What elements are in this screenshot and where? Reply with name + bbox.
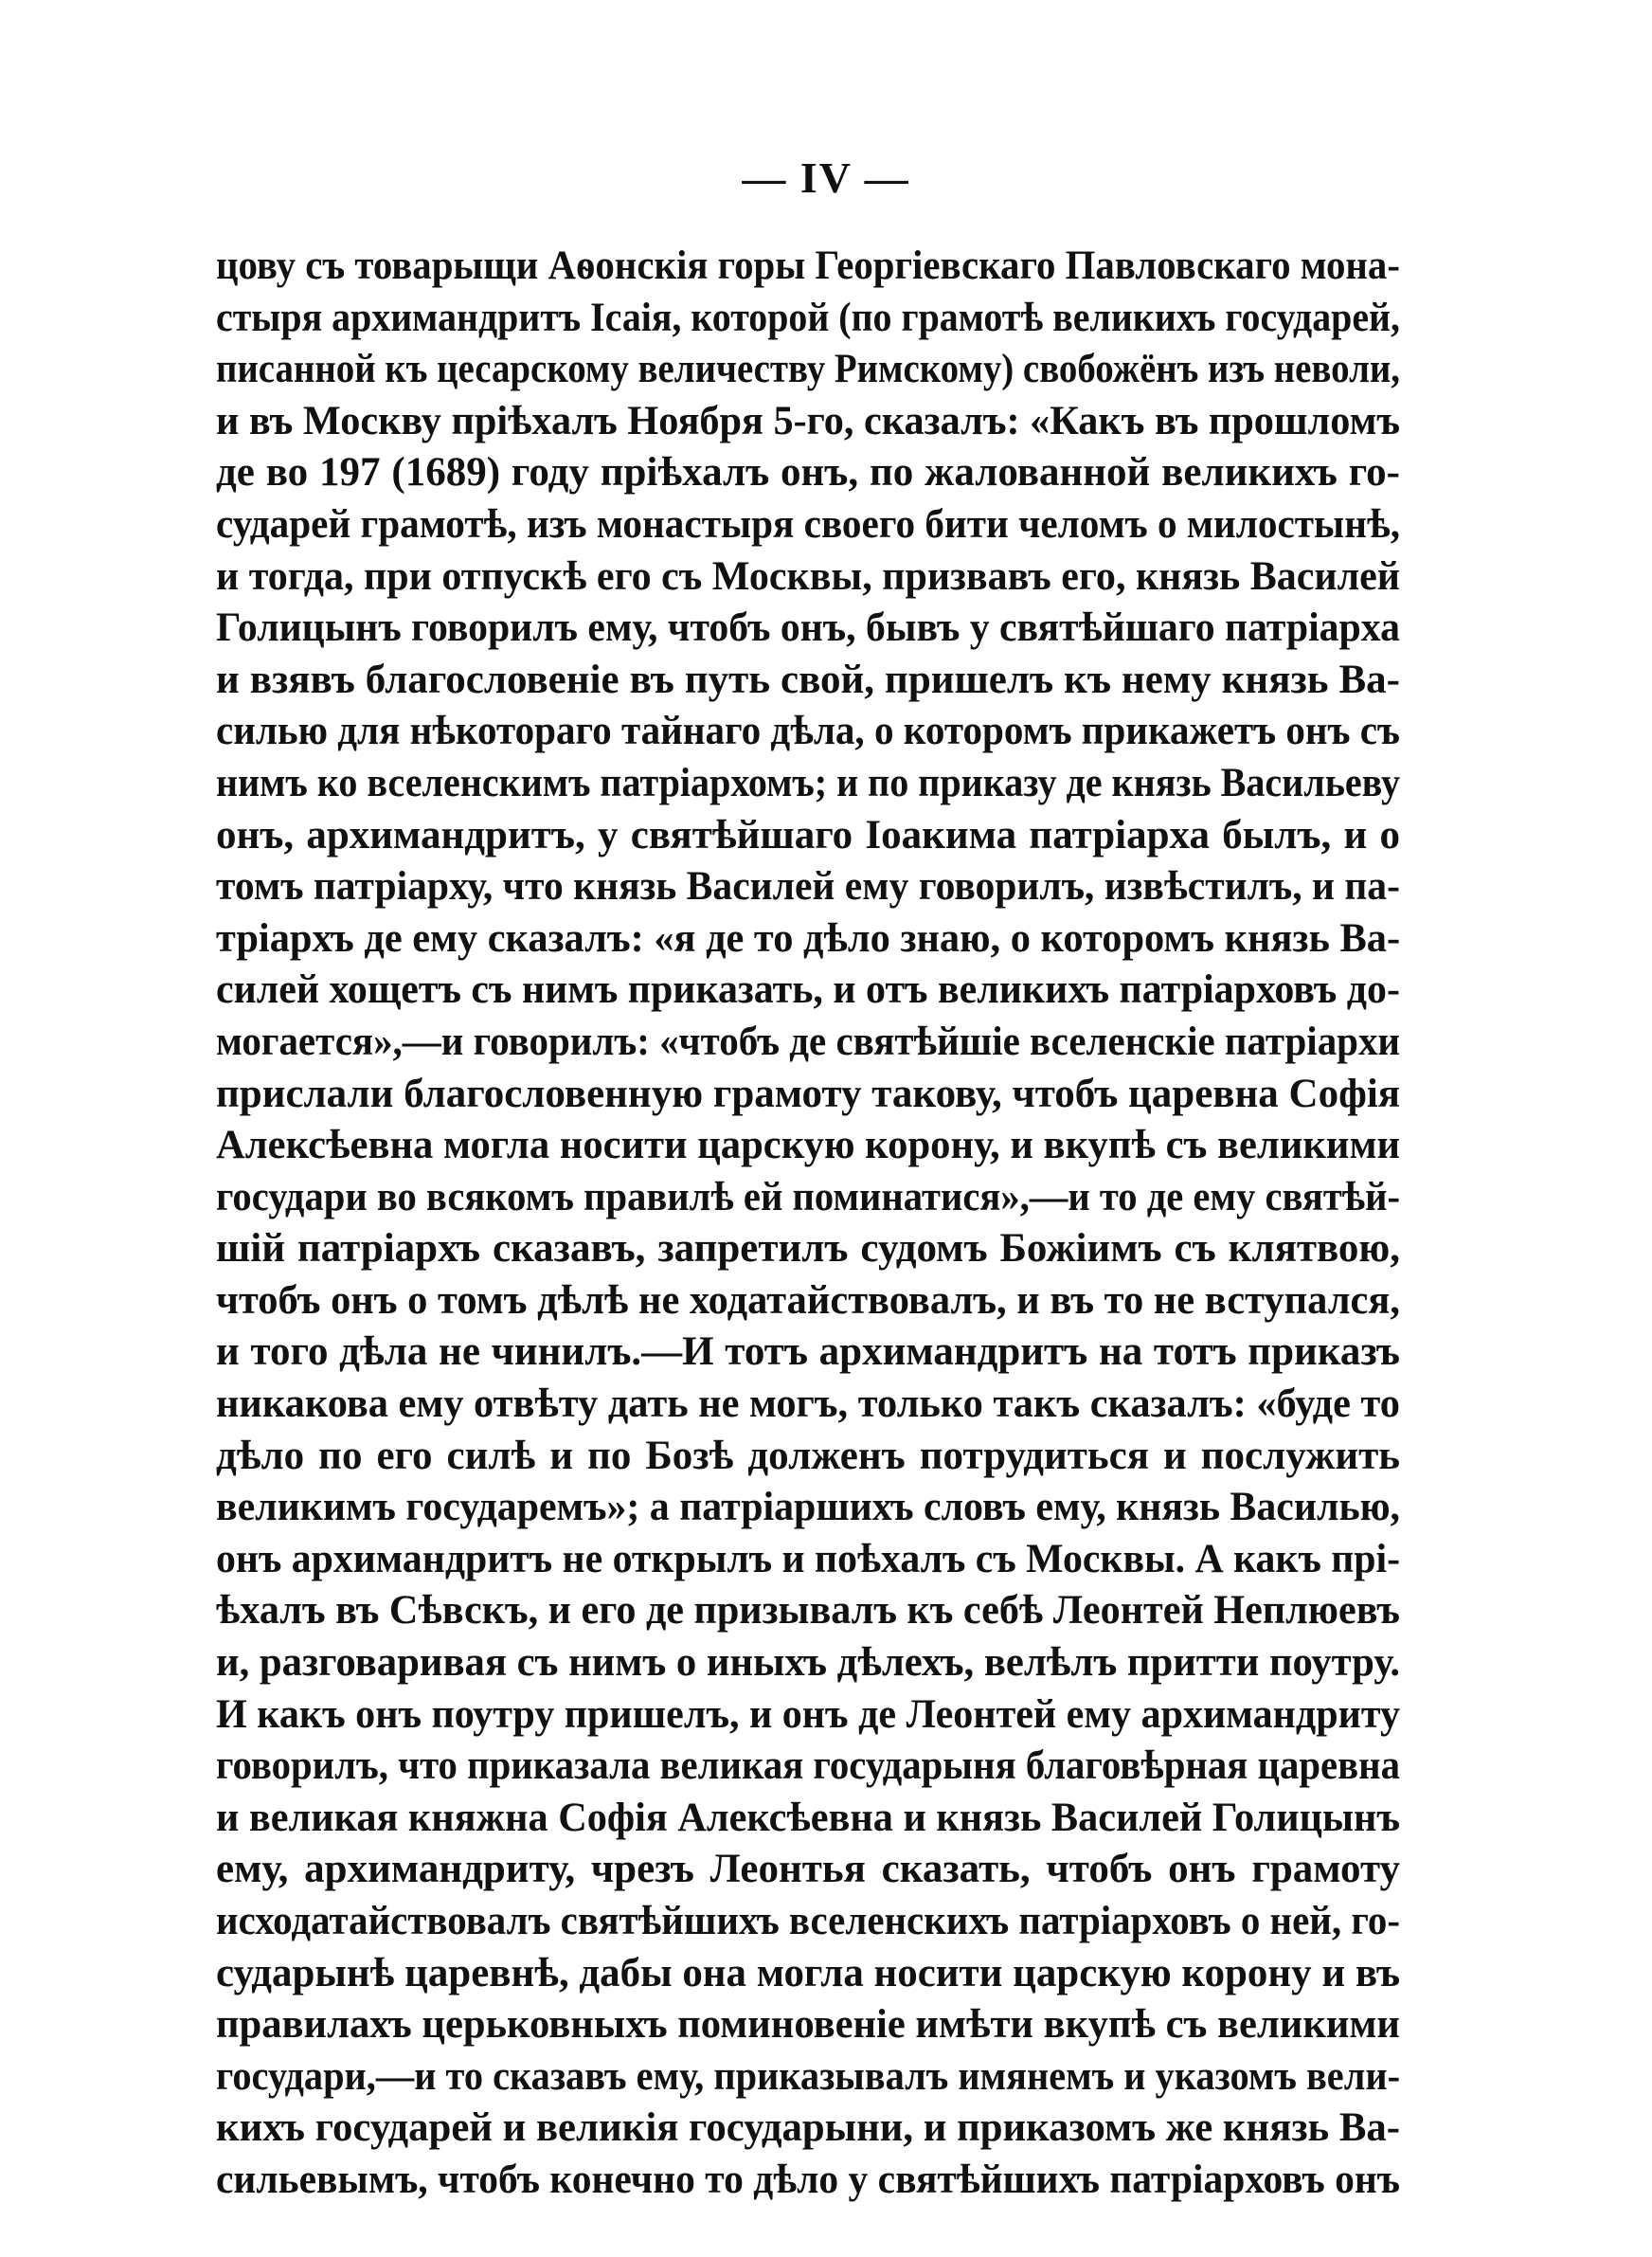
- text-line: и, разговаривая съ нимъ о иныхъ дѣлехъ, велѣлъ притти поутру.: [216, 1640, 1401, 1686]
- text-line: сударынѣ царевнѣ, дабы она могла носити царскую корону и въ: [216, 1950, 1400, 1995]
- text-line: силью для нѣкотораго тайнаго дѣла, о которомъ прикажетъ онъ съ: [216, 709, 1400, 754]
- text-line: прислали благословенную грамоту такову, чтобъ царевна Софія: [216, 1071, 1401, 1116]
- text-line: могается»,—и говорилъ: «чтобъ де святѣйшіе вселенскіе патріархи: [216, 1019, 1401, 1064]
- text-line: дѣло по его силѣ и по Бозѣ долженъ потрудиться и послужить: [216, 1433, 1400, 1478]
- body-text: [216, 241, 1400, 2207]
- text-line: великимъ государемъ»; а патріаршихъ словъ ему, князь Василью,: [216, 1485, 1401, 1530]
- text-line: писанной къ цесарскому величеству Римскому) свобожёнъ изъ неволи,: [216, 347, 1401, 392]
- text-line: И какъ онъ поутру пришелъ, и онъ де Леонтей ему архимандриту: [216, 1691, 1400, 1737]
- text-line: исходатайствовалъ святѣйшихъ вселенскихъ патріарховъ о ней, го-: [216, 1899, 1401, 1943]
- text-line: никакова ему отвѣту дать не могъ, только такъ сказалъ: «буде то: [216, 1381, 1400, 1427]
- text-line: нимъ ко вселенскимъ патріархомъ; и по приказу де князь Васильеву: [216, 760, 1400, 805]
- text-line: томъ патріарху, что князь Василей ему говорилъ, извѣстилъ, и па-: [216, 864, 1400, 910]
- text-line: сильевымъ, чтобъ конечно то дѣло у святѣйшихъ патріарховъ онъ: [216, 2157, 1401, 2202]
- text-line: цову съ товарыщи Аѳонскія горы Георгіевскаго Павловскаго мона-: [216, 244, 1400, 288]
- text-line: и того дѣла не чинилъ.—И тотъ архимандритъ на тотъ приказъ: [216, 1329, 1400, 1375]
- text-line: и взявъ благословеніе въ путь свой, пришелъ къ нему князь Ва-: [216, 657, 1400, 702]
- text-line: де во 197 (1689) году пріѣхалъ онъ, по жалованной великихъ го-: [216, 450, 1400, 496]
- text-line: онъ архимандритъ не открылъ и поѣхалъ съ Москвы. А какъ прі-: [216, 1536, 1401, 1581]
- text-line: и тогда, при отпускѣ его съ Москвы, призвавъ его, князь Василей: [216, 553, 1401, 599]
- text-line: государи,—и то сказавъ ему, приказывалъ имянемъ и указомъ вели-: [216, 2053, 1401, 2099]
- text-line: онъ, архимандритъ, у святѣйшаго Іоакима патріарха былъ, и о: [216, 812, 1400, 858]
- text-line: кихъ государей и великія государыни, и приказомъ же князь Ва-: [216, 2105, 1400, 2151]
- text-line: и великая княжна Софія Алексѣевна и князь Василей Голицынъ: [216, 1795, 1400, 1840]
- text-line: сударей грамотѣ, изъ монастыря своего бити челомъ о милостынѣ,: [216, 501, 1400, 547]
- text-line: государи во всякомъ правилѣ ей поминатися»,—и то де ему святѣй-: [216, 1174, 1401, 1219]
- page-number: — IV —: [742, 153, 910, 202]
- text-line: стыря архимандритъ Ісаія, которой (по грамотѣ великихъ государей,: [216, 295, 1401, 340]
- text-line: ѣхалъ въ Сѣвскъ, и его де призывалъ къ себѣ Леонтей Неплюевъ: [216, 1588, 1401, 1634]
- text-line: и въ Москву пріѣхалъ Ноября 5-го, сказалъ: «Какъ въ прошломъ: [216, 398, 1401, 443]
- text-line: чтобъ онъ о томъ дѣлѣ не ходатайствовалъ, и въ то не вступался,: [216, 1277, 1401, 1323]
- text-line: ему, архимандриту, чрезъ Леонтья сказать, чтобъ онъ грамоту: [216, 1847, 1400, 1892]
- text-line: шій патріархъ сказавъ, запретилъ судомъ Божіимъ съ клятвою,: [216, 1226, 1400, 1272]
- text-line: правилахъ церьковныхъ поминовеніе имѣти вкупѣ съ великими: [216, 2002, 1400, 2048]
- text-line: тріархъ де ему сказалъ: «я де то дѣло знаю, о которомъ князь Ва-: [216, 915, 1401, 961]
- text-line: говорилъ, что приказала великая государыня благовѣрная царевна: [216, 1743, 1400, 1789]
- text-line: силей хощетъ съ нимъ приказать, и отъ великихъ патріарховъ до-: [216, 967, 1400, 1013]
- text-line: Алексѣевна могла носити царскую корону, и вкупѣ съ великими: [216, 1123, 1401, 1168]
- text-line: Голицынъ говорилъ ему, чтобъ онъ, бывъ у святѣйшаго патріарха: [216, 605, 1400, 651]
